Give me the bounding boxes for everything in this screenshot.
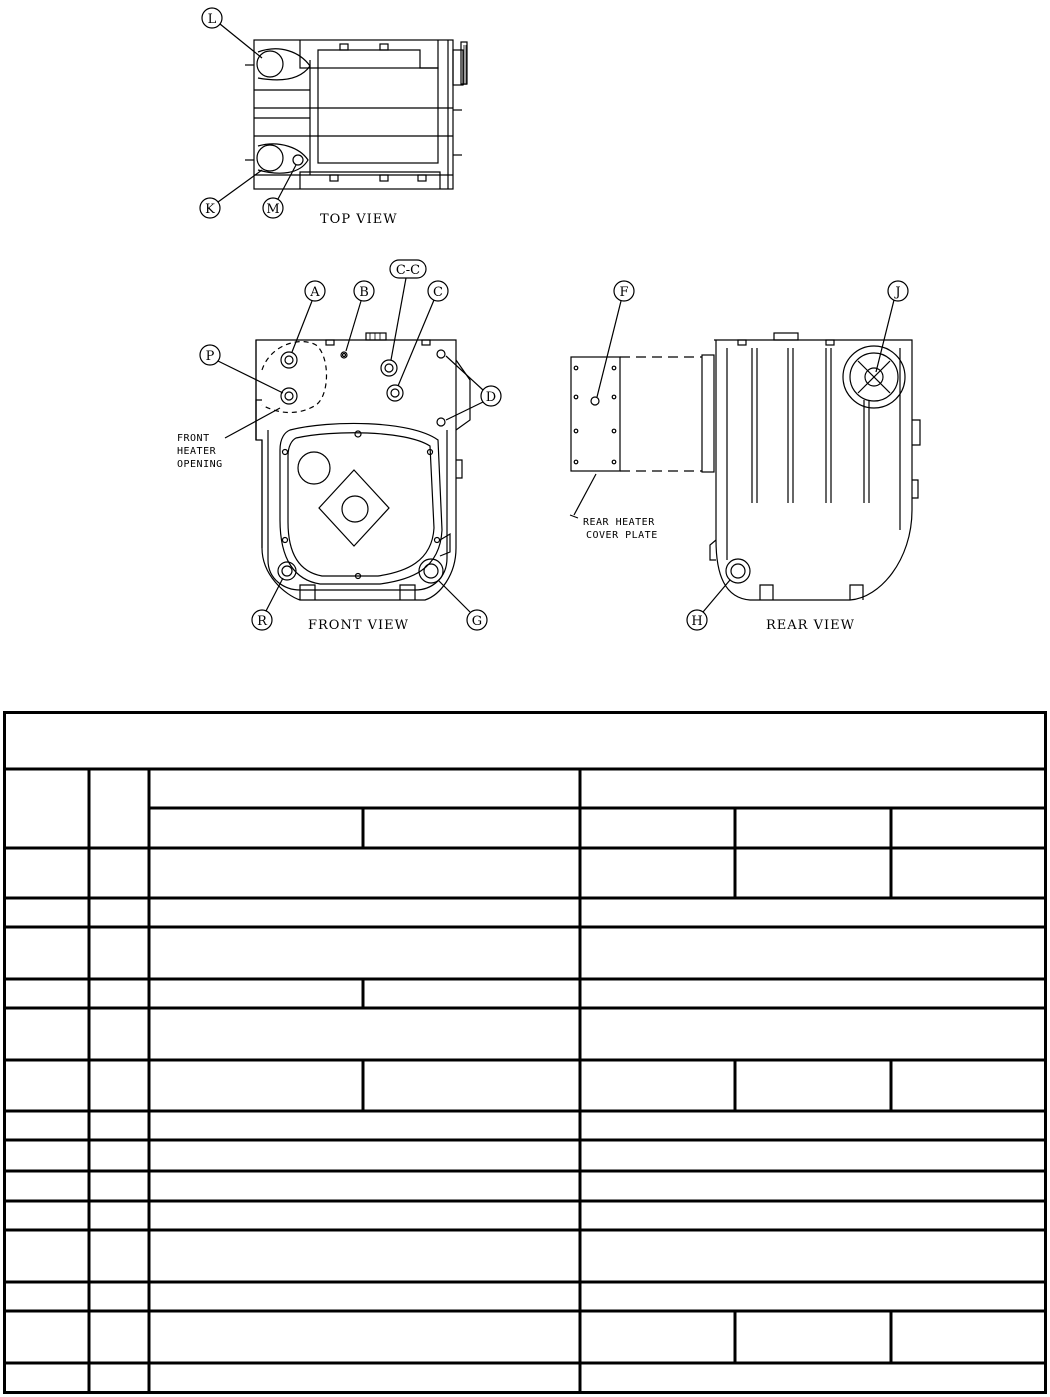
- callout-J: [876, 281, 908, 372]
- rear-heater-note-1: REAR HEATER: [583, 517, 655, 528]
- front-heater-leader: [225, 408, 280, 438]
- connection-spec-table: [3, 711, 1048, 1395]
- rear-view: [571, 333, 920, 600]
- front-view: [256, 333, 470, 600]
- rear-view-title: REAR VIEW: [766, 618, 855, 633]
- label-F: F: [619, 285, 629, 300]
- front-heater-note-3: OPENING: [177, 459, 223, 470]
- label-M: M: [266, 202, 280, 217]
- front-heater-note-1: FRONT: [177, 433, 210, 444]
- label-C: C: [433, 285, 443, 300]
- label-D: D: [485, 390, 497, 405]
- rear-heater-leader: [574, 474, 596, 515]
- label-B: B: [359, 285, 369, 300]
- front-heater-note-2: HEATER: [177, 446, 217, 457]
- top-view: [245, 40, 467, 189]
- label-R: R: [257, 614, 267, 629]
- label-L: L: [207, 12, 217, 27]
- label-P: P: [205, 349, 215, 364]
- label-K: K: [205, 202, 215, 217]
- label-H: H: [691, 614, 703, 629]
- callout-D: [446, 356, 501, 420]
- table-frame: [3, 713, 1047, 1394]
- label-CC: C-C: [395, 263, 421, 278]
- label-A: A: [310, 285, 320, 300]
- front-view-title: FRONT VIEW: [308, 618, 410, 633]
- label-J: J: [895, 285, 901, 300]
- label-G: G: [471, 614, 483, 629]
- top-view-title: TOP VIEW: [320, 212, 398, 227]
- rear-heater-note-2: COVER PLATE: [586, 530, 658, 541]
